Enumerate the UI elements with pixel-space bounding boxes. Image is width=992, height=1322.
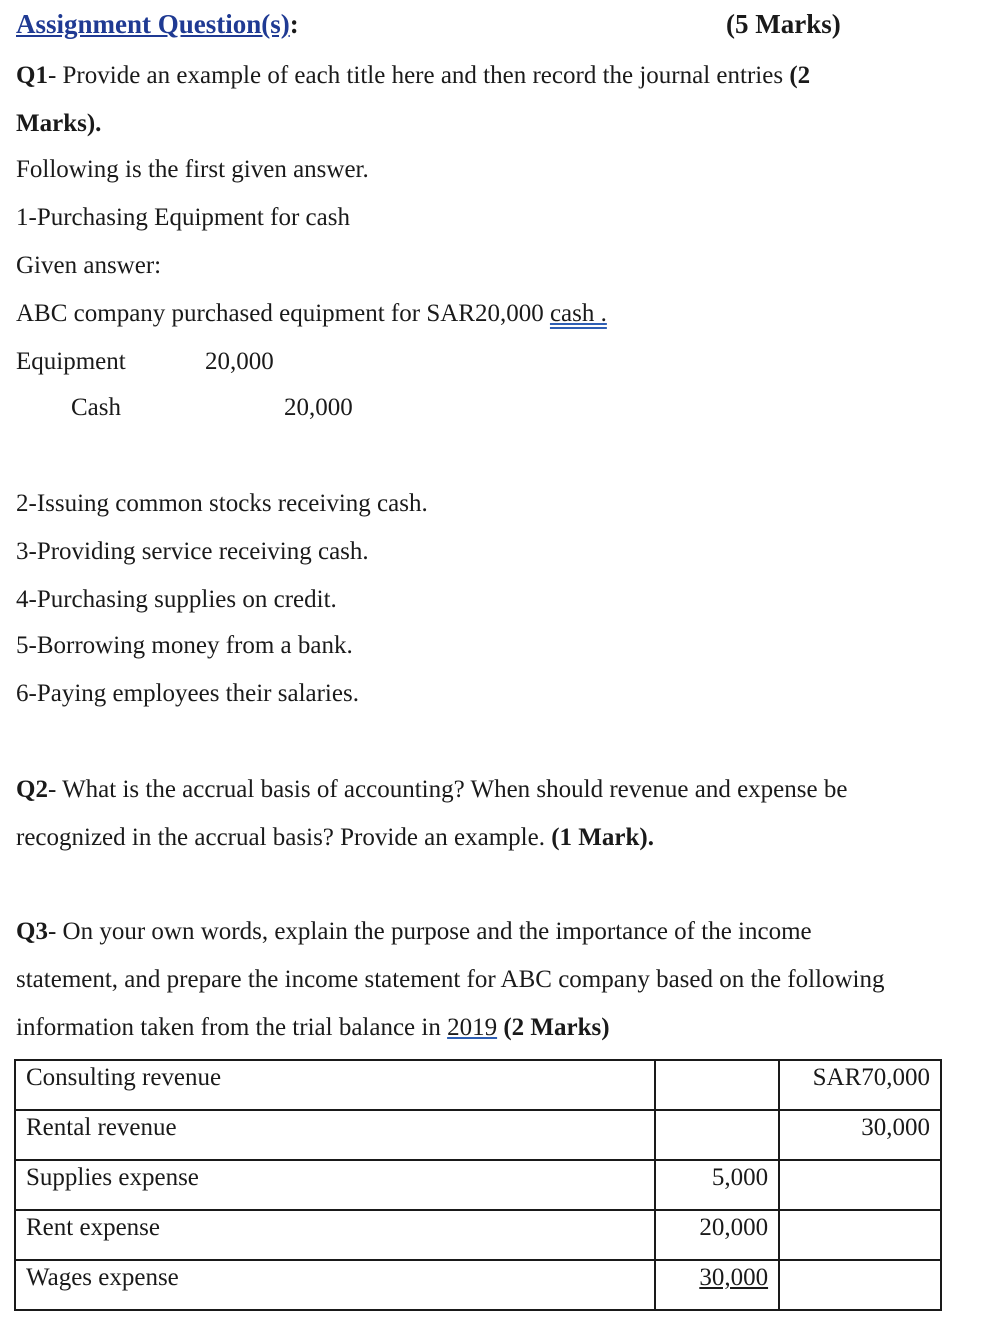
credit-cell [779, 1260, 941, 1310]
assignment-heading [16, 9, 299, 39]
q3-line3 [16, 1013, 610, 1043]
answer-sentence: ABC company purchased equipment for SAR20,000 [16, 300, 544, 327]
debit-cell [655, 1060, 779, 1110]
total-marks: (5 Marks) [726, 9, 841, 39]
credit-cell [779, 1210, 941, 1260]
q3-marks: (2 Marks) [503, 1014, 610, 1041]
q2-line2 [16, 823, 654, 853]
q1-text: - Provide an example of each title here and then record the journal entries [47, 62, 784, 89]
account-cell: Wages expense [15, 1260, 655, 1310]
assignment-title-colon: : [289, 9, 299, 39]
q2-marks: (1 Mark). [551, 824, 654, 851]
q2-text-line2: recognized in the accrual basis? Provide an example. [16, 824, 545, 851]
journal-credit-amount: 20,000 [284, 394, 353, 421]
q3-year: 2019 [447, 1014, 498, 1041]
q2-text-line1: - What is the accrual basis of accounting? When should revenue and expense be [47, 776, 848, 803]
debit-cell: 30,000 [655, 1260, 779, 1310]
table-row [15, 1060, 941, 1110]
journal-debit-account: Equipment [16, 348, 126, 375]
q1-label: Q1 [16, 62, 48, 89]
credit-cell: 30,000 [779, 1110, 941, 1160]
table-row [15, 1260, 941, 1310]
table-row [15, 1160, 941, 1210]
q1-item-2: 2-Issuing common stocks receiving cash. [16, 490, 428, 517]
q3-text-line1: - On your own words, explain the purpose and the importance of the income [47, 918, 812, 945]
journal-debit-amount: 20,000 [205, 348, 274, 375]
trial-balance-table [14, 1059, 942, 1311]
q3-line2: statement, and prepare the income statement for ABC company based on the following [16, 966, 885, 993]
q1-item-5: 5-Borrowing money from a bank. [16, 632, 353, 659]
account-cell: Consulting revenue [15, 1060, 655, 1110]
q1-item-3: 3-Providing service receiving cash. [16, 538, 369, 565]
answer-cash-link[interactable]: cash . [549, 300, 607, 327]
account-cell: Rent expense [15, 1210, 655, 1260]
account-cell: Rental revenue [15, 1110, 655, 1160]
debit-cell: 20,000 [655, 1210, 779, 1260]
given-answer-label: Given answer: [16, 252, 162, 279]
journal-credit-account: Cash [71, 394, 121, 421]
table-row [15, 1210, 941, 1260]
q3-label: Q3 [16, 918, 48, 945]
q1-item-4: 4-Purchasing supplies on credit. [16, 586, 337, 613]
given-answer-text [16, 299, 607, 329]
debit-cell: 5,000 [655, 1160, 779, 1210]
q1-item-6: 6-Paying employees their salaries. [16, 680, 359, 707]
debit-cell [655, 1110, 779, 1160]
q1-item-1: 1-Purchasing Equipment for cash [16, 204, 350, 231]
credit-cell [779, 1160, 941, 1210]
table-row [15, 1110, 941, 1160]
q1-line1 [16, 61, 810, 91]
assignment-title: Assignment Question(s) [16, 9, 290, 39]
account-cell: Supplies expense [15, 1160, 655, 1210]
q3-line1 [16, 917, 812, 947]
q2-line1 [16, 775, 847, 805]
q1-marks-part1: (2 [789, 62, 811, 89]
q2-label: Q2 [16, 776, 48, 803]
q3-text-line3: information taken from the trial balance in [16, 1014, 441, 1041]
q1-intro: Following is the first given answer. [16, 156, 369, 183]
q1-marks-part2: Marks). [16, 110, 102, 137]
credit-cell: SAR70,000 [779, 1060, 941, 1110]
